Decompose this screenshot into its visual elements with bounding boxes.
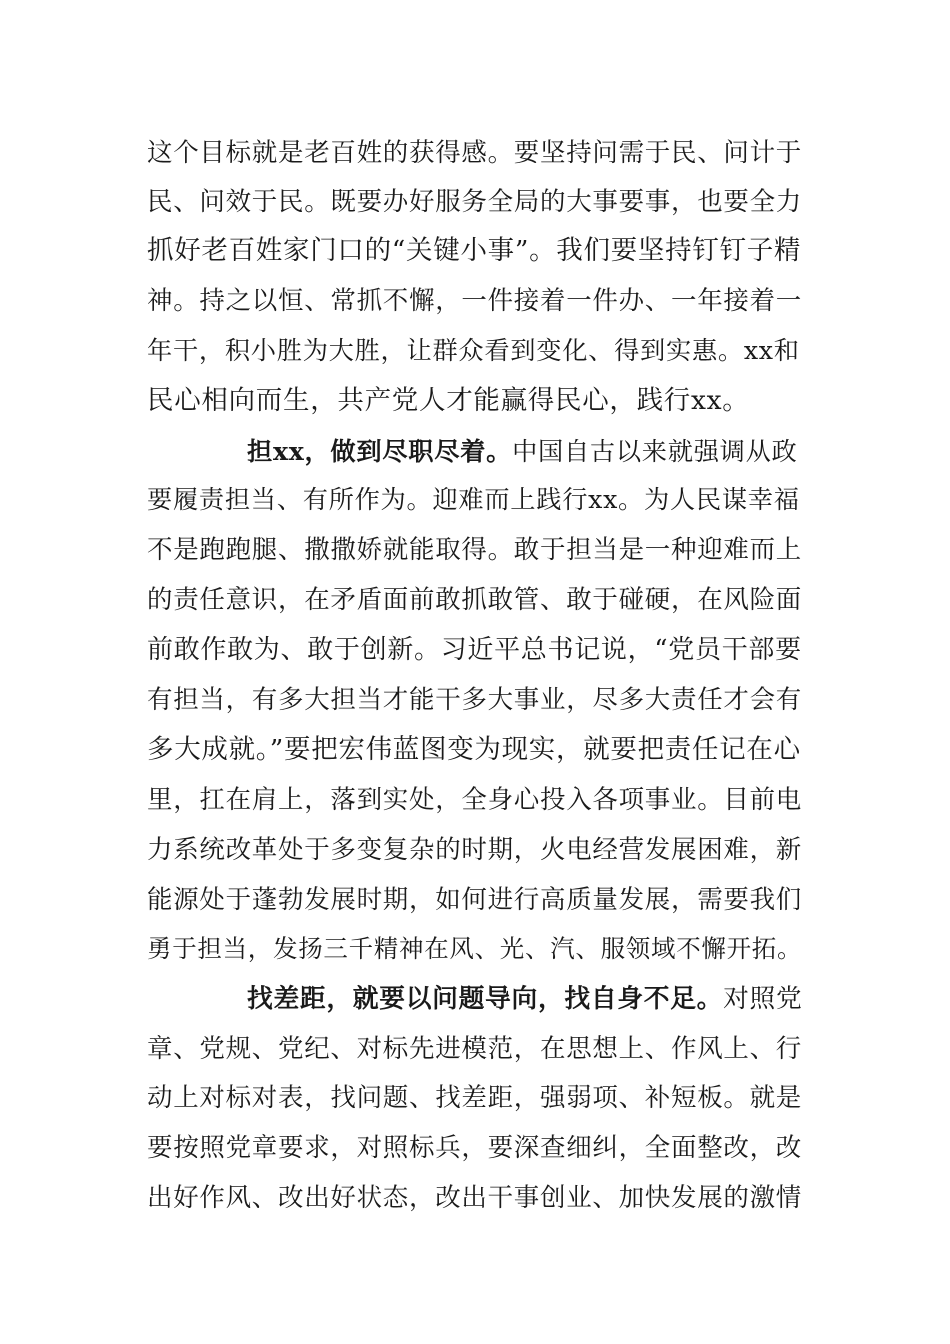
paragraph-line: 能源处于蓬勃发展时期，如何进行高质量发展，需要我们 [147, 885, 803, 915]
paragraph-line: 这个目标就是老百姓的获得感。要坚持问需于民、问计于 [147, 138, 803, 168]
paragraph-line: 里，扛在肩上，落到实处，全身心投入各项事业。目前电 [147, 785, 803, 815]
paragraph-line: 的责任意识，在矛盾面前敢抓敢管、敢于碰硬，在风险面 [147, 585, 803, 615]
paragraph-line: 神。持之以恒、常抓不懈，一件接着一件办、一年接着一 [147, 286, 803, 316]
paragraph-line: 民、问效于民。既要办好服务全局的大事要事，也要全力 [147, 187, 803, 217]
section-heading: 找差距，就要以问题导向，找自身不足。 [247, 984, 724, 1014]
paragraph-first-line [247, 983, 802, 1015]
paragraph-line: 要按照党章要求，对照标兵，要深查细纠，全面整改，改 [147, 1133, 803, 1163]
paragraph-line: 不是跑跑腿、撒撒娇就能取得。敢于担当是一种迎难而上 [147, 535, 803, 565]
paragraph-line: 出好作风、改出好状态，改出干事创业、加快发展的激情 [147, 1183, 803, 1213]
paragraph-line: 力系统改革处于多变复杂的时期，火电经营发展困难，新 [147, 835, 803, 865]
paragraph-line: 年干，积小胜为大胜，让群众看到变化、得到实惠。xx和 [147, 336, 800, 365]
paragraph-first-line [247, 435, 798, 468]
paragraph-text: 对照党 [723, 984, 803, 1014]
paragraph-line: 多大成就。”要把宏伟蓝图变为现实，就要把责任记在心 [147, 734, 801, 765]
section-heading: 担xx，做到尽职尽着。 [247, 436, 513, 466]
paragraph-line: 前敢作敢为、敢于创新。习近平总书记说，“党员干部要 [147, 635, 802, 665]
paragraph-line: 有担当，有多大担当才能干多大事业，尽多大责任才会有 [147, 685, 803, 715]
paragraph-line: 要履责担当、有所作为。迎难而上践行xx。为人民谋幸福 [147, 485, 800, 514]
paragraph-line: 民心相向而生，共产党人才能赢得民心，践行xx。 [147, 385, 750, 416]
paragraph-line: 抓好老百姓家门口的“关键小事”。我们要坚持钉钉子精 [147, 235, 802, 266]
paragraph-text: 中国自古以来就强调从政 [512, 437, 798, 466]
paragraph-line: 勇于担当，发扬三千精神在风、光、汽、服领域不懈开拓。 [147, 934, 803, 963]
paragraph-line: 动上对标对表，找问题、找差距，强弱项、补短板。就是 [147, 1083, 803, 1113]
paragraph-line: 章、党规、党纪、对标先进模范，在思想上、作风上、行 [147, 1034, 803, 1064]
